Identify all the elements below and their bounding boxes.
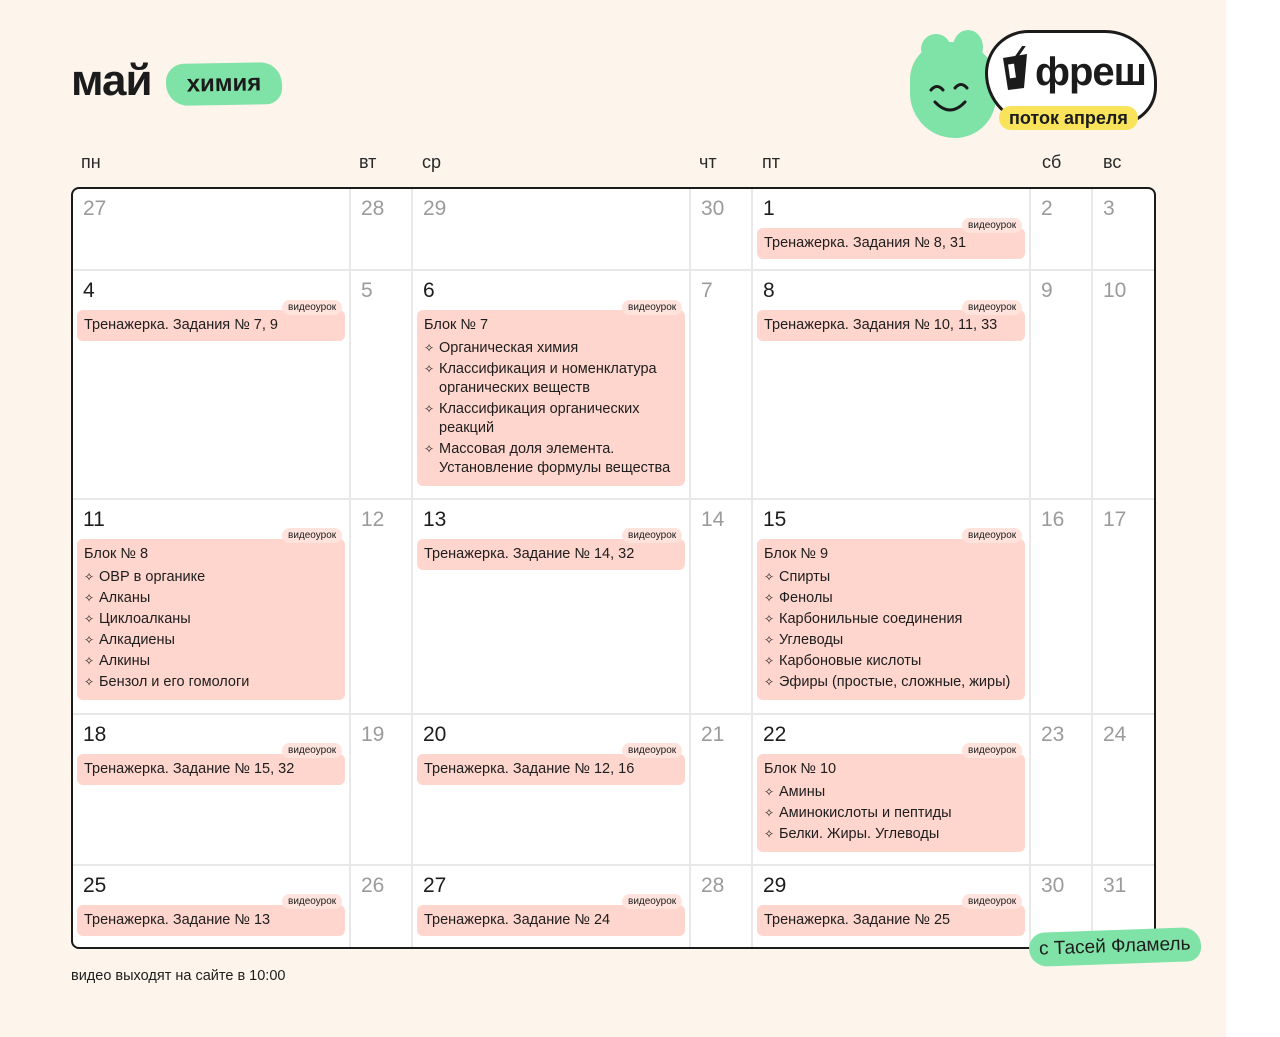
event-title: Блок № 9 (764, 546, 829, 562)
topic-item (764, 652, 1018, 671)
topic-text: Белки. Жиры. Углеводы (779, 826, 940, 842)
topic-item (84, 610, 338, 629)
topic-text: Амины (779, 784, 826, 800)
diamond-bullet-icon: ✧ (84, 591, 95, 605)
blob-bump (953, 30, 983, 64)
grid-divider (751, 189, 753, 947)
grid-divider (73, 864, 1154, 866)
day-number: 1 (763, 197, 775, 220)
day-number: 24 (1103, 723, 1127, 746)
topic-text: Алкины (99, 653, 151, 669)
video-lesson-badge: видеоурок (622, 300, 682, 315)
topic-text: Спирты (779, 569, 831, 585)
topic-text: Карбонильные соединения (779, 611, 963, 627)
topic-item (84, 673, 338, 692)
diamond-bullet-icon: ✧ (84, 633, 95, 647)
weekday-thu: чт (699, 152, 717, 172)
event-title: Блок № 10 (764, 761, 837, 777)
day-number: 28 (701, 874, 725, 897)
day-number: 23 (1041, 723, 1065, 746)
day-number: 11 (83, 508, 105, 531)
day-number: 4 (83, 279, 95, 302)
event-title: Тренажерка. Задания № 7, 9 (84, 317, 278, 333)
blob-bump (921, 34, 951, 64)
weekday-sun: вс (1103, 152, 1122, 172)
diamond-bullet-icon: ✧ (764, 827, 775, 841)
day-number: 9 (1041, 279, 1053, 302)
topic-item (84, 589, 338, 608)
video-lesson-badge: видеоурок (282, 894, 342, 909)
diamond-bullet-icon: ✧ (84, 654, 95, 668)
event-card[interactable] (417, 310, 685, 486)
video-lesson-badge: видеоурок (962, 528, 1022, 543)
video-lesson-badge: видеоурок (962, 894, 1022, 909)
diamond-bullet-icon: ✧ (764, 675, 775, 689)
diamond-bullet-icon: ✧ (764, 785, 775, 799)
event-title: Тренажерка. Задание № 15, 32 (84, 761, 295, 777)
topic-item (424, 339, 678, 358)
topic-list (764, 783, 1018, 844)
diamond-bullet-icon: ✧ (424, 362, 435, 376)
event-card[interactable] (77, 539, 345, 700)
topic-list (764, 568, 1018, 692)
drink-cup-icon (1000, 46, 1032, 92)
event-card[interactable] (757, 754, 1025, 852)
event-card[interactable] (417, 905, 685, 936)
topic-text: Аминокислоты и пептиды (779, 805, 952, 821)
day-number: 26 (361, 874, 385, 897)
topic-item (84, 568, 338, 587)
topic-text: Углеводы (779, 632, 844, 648)
topic-text: Бензол и его гомологи (99, 674, 250, 690)
day-number: 5 (361, 279, 373, 302)
topic-text: Классификация органических реакций (439, 401, 640, 436)
smiley-face-icon (925, 68, 985, 128)
month-title: май (71, 56, 152, 105)
event-title: Тренажерка. Задания № 8, 31 (764, 235, 967, 251)
diamond-bullet-icon: ✧ (424, 442, 435, 456)
topic-text: Фенолы (779, 590, 833, 606)
grid-divider (411, 189, 413, 947)
event-title: Тренажерка. Задания № 10, 11, 33 (764, 317, 998, 333)
diamond-bullet-icon: ✧ (764, 570, 775, 584)
topic-item (764, 631, 1018, 650)
event-title: Тренажерка. Задание № 25 (764, 912, 951, 928)
day-number: 8 (763, 279, 775, 302)
topic-text: Алканы (99, 590, 151, 606)
diamond-bullet-icon: ✧ (764, 591, 775, 605)
diamond-bullet-icon: ✧ (764, 806, 775, 820)
video-lesson-badge: видеоурок (622, 743, 682, 758)
day-number: 12 (361, 508, 385, 531)
day-number: 3 (1103, 197, 1115, 220)
event-card[interactable] (417, 539, 685, 570)
day-number: 25 (83, 874, 107, 897)
topic-text: Алкадиены (99, 632, 175, 648)
day-number: 6 (423, 279, 435, 302)
grid-divider (73, 498, 1154, 500)
brand-name: фреш (1035, 50, 1147, 94)
topic-item (764, 610, 1018, 629)
day-number: 10 (1103, 279, 1127, 302)
stream-label: поток апреля (999, 106, 1138, 130)
day-number: 29 (763, 874, 787, 897)
day-number: 16 (1041, 508, 1065, 531)
weekday-wed: ср (422, 152, 442, 172)
day-number: 15 (763, 508, 787, 531)
day-number: 21 (701, 723, 725, 746)
day-number: 27 (423, 874, 447, 897)
topic-text: Карбоновые кислоты (779, 653, 922, 669)
diamond-bullet-icon: ✧ (424, 402, 435, 416)
diamond-bullet-icon: ✧ (84, 612, 95, 626)
video-lesson-badge: видеоурок (622, 528, 682, 543)
topic-item (764, 804, 1018, 823)
weekday-tue: вт (359, 152, 377, 172)
topic-list (424, 339, 678, 478)
topic-list (84, 568, 338, 692)
topic-item (764, 589, 1018, 608)
day-number: 2 (1041, 197, 1053, 220)
topic-item (424, 440, 678, 478)
video-lesson-badge: видеоурок (282, 528, 342, 543)
diamond-bullet-icon: ✧ (764, 612, 775, 626)
event-card[interactable] (417, 754, 685, 785)
diamond-bullet-icon: ✧ (764, 654, 775, 668)
event-title: Тренажерка. Задание № 24 (424, 912, 611, 928)
grid-divider (1029, 189, 1031, 947)
event-title: Тренажерка. Задание № 13 (84, 912, 271, 928)
topic-item (764, 673, 1018, 692)
topic-item (424, 400, 678, 438)
grid-divider (349, 189, 351, 947)
topic-text: Органическая химия (439, 340, 579, 356)
day-number: 7 (701, 279, 713, 302)
grid-divider (73, 269, 1154, 271)
event-title: Тренажерка. Задание № 12, 16 (424, 761, 635, 777)
diamond-bullet-icon: ✧ (84, 570, 95, 584)
grid-divider (1091, 189, 1093, 947)
day-number: 18 (83, 723, 107, 746)
topic-item (764, 783, 1018, 802)
video-lesson-badge: видеоурок (962, 300, 1022, 315)
topic-text: Массовая доля элемента. Установление формулы вещества (439, 441, 671, 476)
day-number: 30 (701, 197, 725, 220)
day-number: 17 (1103, 508, 1127, 531)
day-number: 31 (1103, 874, 1127, 897)
day-number: 22 (763, 723, 787, 746)
event-title: Блок № 8 (84, 546, 149, 562)
event-card[interactable] (757, 905, 1025, 936)
diamond-bullet-icon: ✧ (424, 341, 435, 355)
diamond-bullet-icon: ✧ (764, 633, 775, 647)
event-title: Тренажерка. Задание № 14, 32 (424, 546, 635, 562)
topic-item (764, 825, 1018, 844)
event-card[interactable] (77, 905, 345, 936)
grid-divider (73, 713, 1154, 715)
day-number: 28 (361, 197, 385, 220)
brand-logo (905, 28, 1160, 138)
topic-item (84, 652, 338, 671)
day-number: 30 (1041, 874, 1065, 897)
day-number: 27 (83, 197, 107, 220)
day-number: 13 (423, 508, 447, 531)
topic-text: Циклоалканы (99, 611, 191, 627)
weekday-sat: сб (1042, 152, 1062, 172)
video-lesson-badge: видеоурок (282, 743, 342, 758)
video-lesson-badge: видеоурок (622, 894, 682, 909)
subject-badge: химия (166, 62, 283, 106)
event-title: Блок № 7 (424, 317, 489, 333)
topic-item (84, 631, 338, 650)
diamond-bullet-icon: ✧ (84, 675, 95, 689)
day-number: 19 (361, 723, 385, 746)
topic-text: Классификация и номенклатура органических веществ (439, 361, 657, 396)
footnote: видео выходят на сайте в 10:00 (71, 968, 286, 984)
video-lesson-badge: видеоурок (962, 218, 1022, 233)
day-number: 14 (701, 508, 725, 531)
topic-text: Эфиры (простые, сложные, жиры) (779, 674, 1011, 690)
weekday-fri: пт (762, 152, 780, 172)
grid-divider (689, 189, 691, 947)
video-lesson-badge: видеоурок (962, 743, 1022, 758)
event-card[interactable] (757, 539, 1025, 700)
topic-item (424, 360, 678, 398)
day-number: 20 (423, 723, 447, 746)
weekday-mon: пн (81, 152, 101, 172)
day-number: 29 (423, 197, 447, 220)
topic-item (764, 568, 1018, 587)
author-badge: с Тасей Фламель (1028, 927, 1201, 967)
video-lesson-badge: видеоурок (282, 300, 342, 315)
calendar-grid (71, 187, 1156, 949)
event-card[interactable] (77, 754, 345, 785)
topic-text: ОВР в органике (99, 569, 206, 585)
